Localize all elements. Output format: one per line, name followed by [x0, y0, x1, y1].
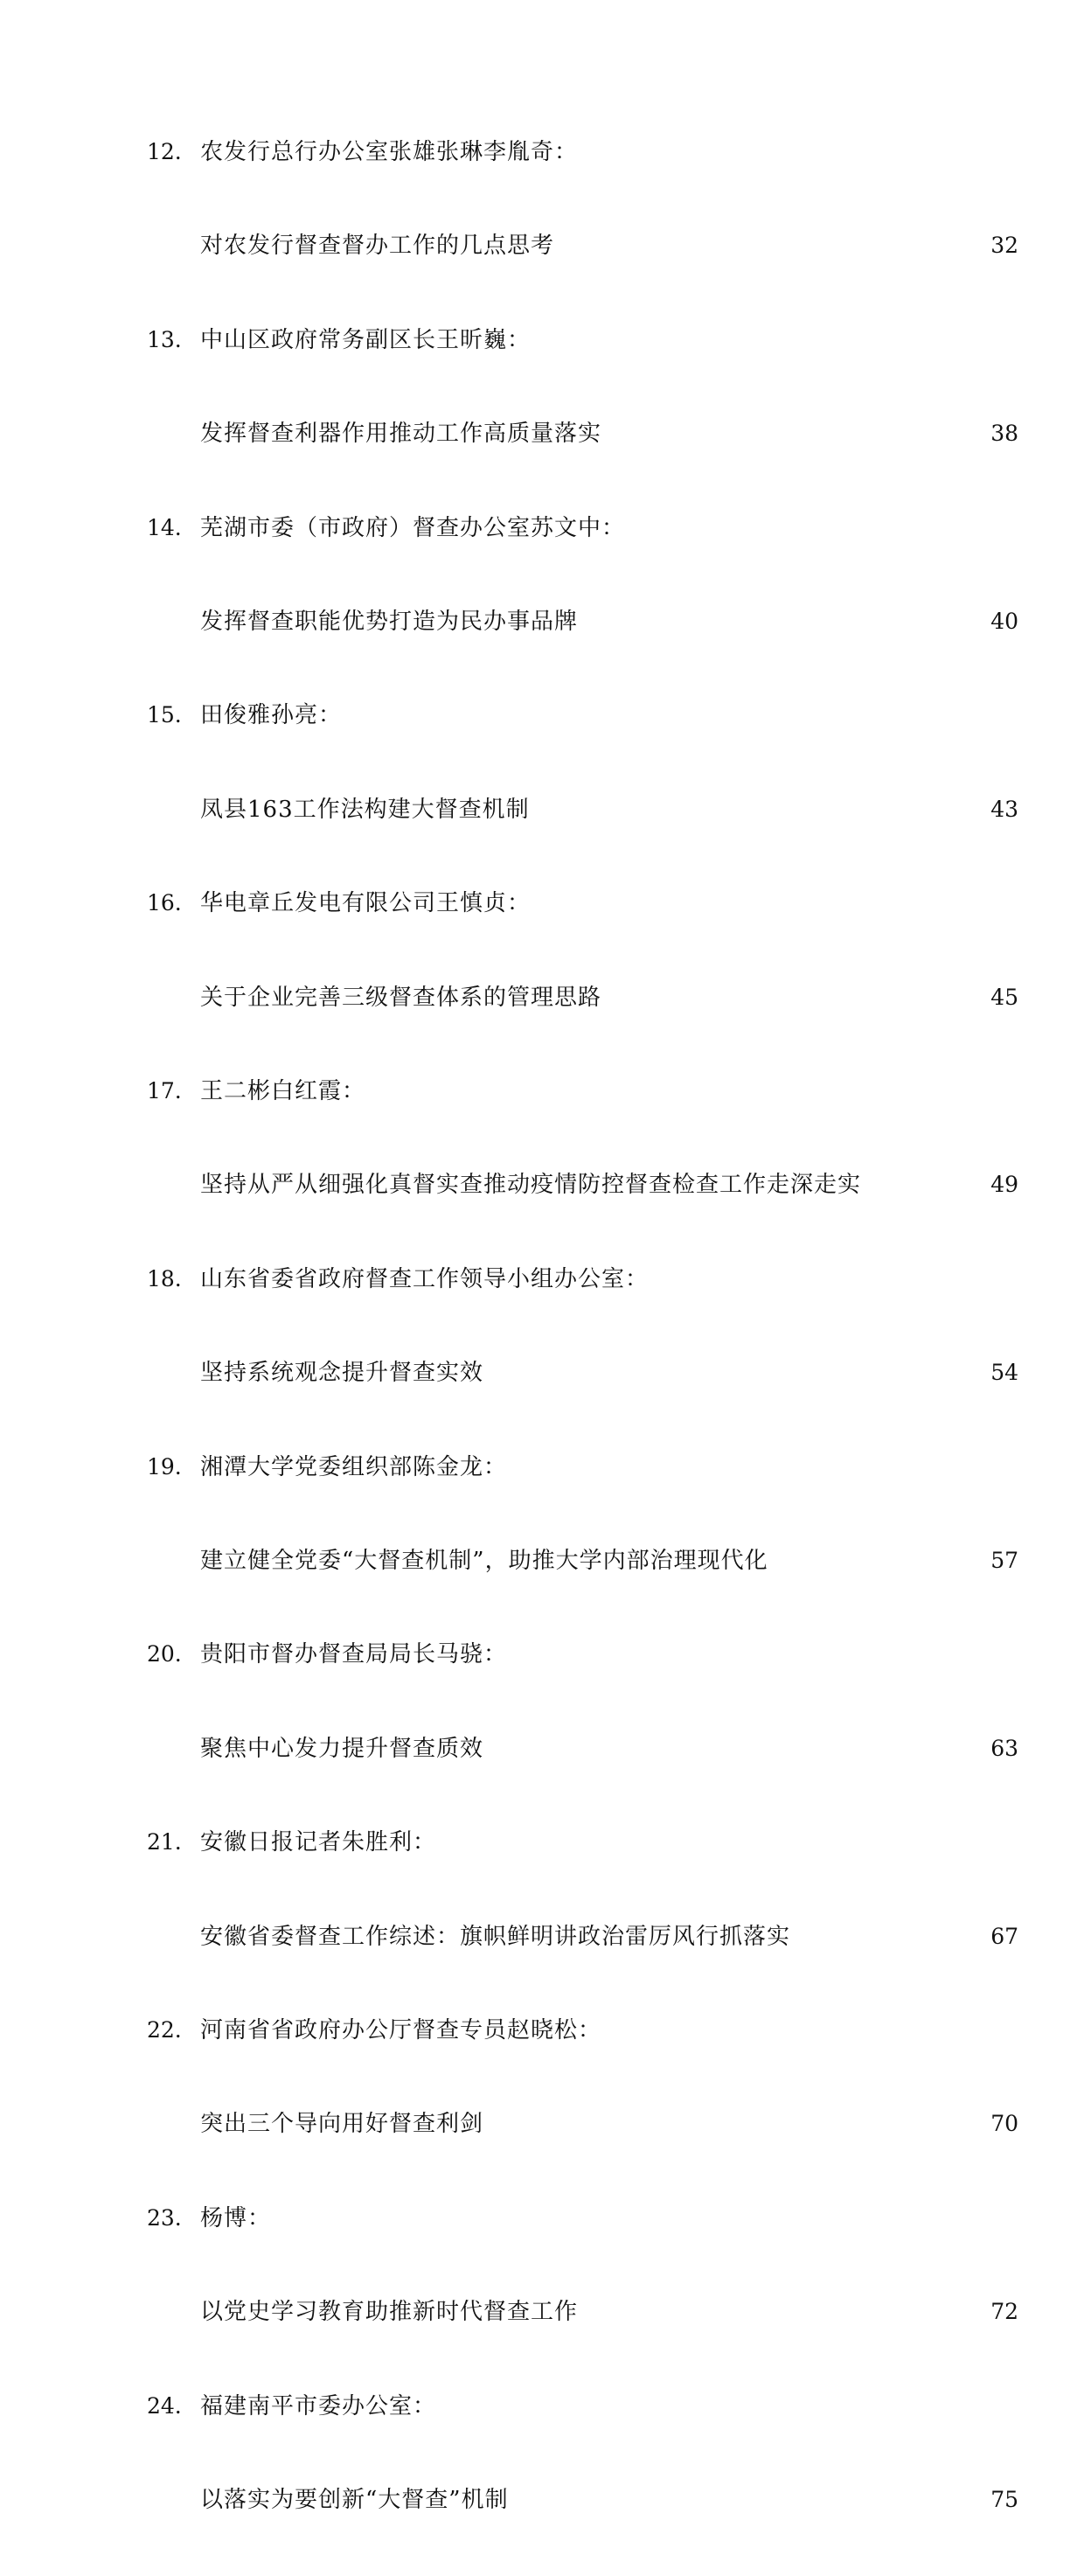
toc-entry-title: 关于企业完善三级督查体系的管理思路: [200, 984, 602, 1011]
toc-entry-author: 中山区政府常务副区长王昕巍：: [200, 326, 532, 353]
toc-entry-number: 14.: [147, 514, 182, 540]
toc-title-line: [0, 1355, 1084, 1449]
toc-entry-page-number: 67: [990, 1923, 1018, 1949]
toc-entry-title: 聚焦中心发力提升督查质效: [200, 1735, 484, 1762]
toc-entry-title: 发挥督查利器作用推动工作高质量落实: [200, 421, 602, 448]
toc-entry-22: [0, 2013, 1084, 2201]
toc-title-line: [0, 2106, 1084, 2200]
toc-author-line: [0, 2389, 1084, 2482]
toc-author-line: [0, 698, 1084, 791]
toc-entry-page-number: 45: [990, 984, 1018, 1010]
toc-title-line: [0, 1167, 1084, 1261]
toc-entry-number: 12.: [147, 139, 182, 164]
toc-entry-author: 贵阳市督办督查局局长马骁：: [200, 1641, 508, 1668]
toc-entry-page-number: 40: [990, 608, 1018, 634]
toc-entry-title: 坚持系统观念提升督查实效: [200, 1360, 484, 1387]
toc-author-line: [0, 2013, 1084, 2106]
toc-entry-page-number: 75: [990, 2486, 1018, 2512]
toc-author-line: [0, 2201, 1084, 2294]
toc-entry-number: 23.: [147, 2204, 182, 2231]
toc-title-line: [0, 416, 1084, 510]
toc-entry-number: 18.: [147, 1265, 182, 1291]
toc-title-line: [0, 604, 1084, 698]
toc-entry-title: 对农发行督查督办工作的几点思考: [200, 233, 555, 260]
toc-entry-23: [0, 2201, 1084, 2389]
toc-author-line: [0, 323, 1084, 416]
toc-title-line: [0, 1731, 1084, 1825]
toc-entry-number: 15.: [147, 702, 182, 728]
toc-entry-number: 19.: [147, 1453, 182, 1479]
toc-entry-number: 16.: [147, 890, 182, 916]
toc-entry-title: 凤县163工作法构建大督查机制: [200, 796, 530, 823]
toc-entry-18: [0, 1262, 1084, 1450]
toc-entry-number: 20.: [147, 1641, 182, 1667]
toc-entry-24: [0, 2389, 1084, 2576]
toc-entry-title: 坚持从严从细强化真督实查推动疫情防控督查检查工作走深走实: [200, 1172, 862, 1199]
toc-entry-author: 田俊雅孙亮：: [200, 702, 343, 729]
toc-author-line: [0, 1450, 1084, 1543]
toc-entry-page-number: 43: [990, 796, 1018, 822]
toc-entry-title: 建立健全党委“大督查机制”，助推大学内部治理现代化: [200, 1547, 768, 1574]
toc-entry-author: 安徽日报记者朱胜利：: [200, 1829, 437, 1856]
toc-author-line: [0, 1637, 1084, 1730]
toc-title-line: [0, 228, 1084, 322]
toc-entry-19: [0, 1450, 1084, 1638]
toc-entry-title: 安徽省委督查工作综述：旗帜鲜明讲政治雷厉风行抓落实: [200, 1923, 791, 1950]
toc-entry-author: 湘潭大学党委组织部陈金龙：: [200, 1453, 508, 1480]
toc-author-line: [0, 1074, 1084, 1167]
toc-entry-17: [0, 1074, 1084, 1262]
toc-entry-number: 13.: [147, 326, 182, 352]
toc-entry-author: 杨博：: [200, 2204, 272, 2231]
toc-entry-14: [0, 511, 1084, 699]
toc-entry-page-number: 70: [990, 2111, 1018, 2137]
toc-entry-21: [0, 1825, 1084, 2013]
toc-entry-16: [0, 886, 1084, 1074]
toc-title-line: [0, 1919, 1084, 2013]
toc-entry-author: 农发行总行办公室张雄张琳李胤奇：: [200, 139, 579, 165]
toc-author-line: [0, 1825, 1084, 1918]
toc-entry-12: [0, 135, 1084, 323]
toc-entry-13: [0, 323, 1084, 511]
toc-entry-page-number: 63: [990, 1735, 1018, 1761]
toc-entry-author: 山东省委省政府督查工作领导小组办公室：: [200, 1265, 650, 1292]
toc-entry-page-number: 54: [990, 1360, 1018, 1386]
toc-entry-page-number: 57: [990, 1547, 1018, 1573]
table-of-contents: [0, 135, 1084, 2576]
toc-entry-author: 王二彬白红霞：: [200, 1077, 366, 1104]
toc-title-line: [0, 1543, 1084, 1637]
toc-entry-number: 24.: [147, 2392, 182, 2419]
toc-entry-page-number: 38: [990, 421, 1018, 447]
toc-entry-page-number: 72: [990, 2299, 1018, 2325]
toc-title-line: [0, 2482, 1084, 2576]
toc-title-line: [0, 2294, 1084, 2388]
toc-entry-author: 芜湖市委（市政府）督查办公室苏文中：: [200, 514, 626, 541]
toc-entry-author: 华电章丘发电有限公司王慎贞：: [200, 890, 532, 917]
toc-entry-15: [0, 698, 1084, 886]
toc-entry-title: 突出三个导向用好督查利剑: [200, 2111, 484, 2138]
toc-entry-page-number: 49: [990, 1172, 1018, 1198]
toc-entry-title: 以落实为要创新“大督查”机制: [200, 2486, 509, 2513]
toc-entry-title: 以党史学习教育助推新时代督查工作: [200, 2299, 579, 2326]
toc-author-line: [0, 886, 1084, 979]
toc-entry-title: 发挥督查职能优势打造为民办事品牌: [200, 608, 579, 635]
toc-title-line: [0, 980, 1084, 1074]
toc-entry-number: 22.: [147, 2016, 182, 2043]
toc-entry-page-number: 32: [990, 233, 1018, 259]
toc-entry-author: 福建南平市委办公室：: [200, 2392, 437, 2419]
toc-entry-20: [0, 1637, 1084, 1825]
toc-entry-number: 21.: [147, 1829, 182, 1855]
toc-title-line: [0, 792, 1084, 886]
toc-author-line: [0, 511, 1084, 604]
toc-entry-number: 17.: [147, 1077, 182, 1104]
toc-entry-author: 河南省省政府办公厅督查专员赵晓松：: [200, 2016, 602, 2043]
toc-author-line: [0, 135, 1084, 228]
toc-author-line: [0, 1262, 1084, 1355]
